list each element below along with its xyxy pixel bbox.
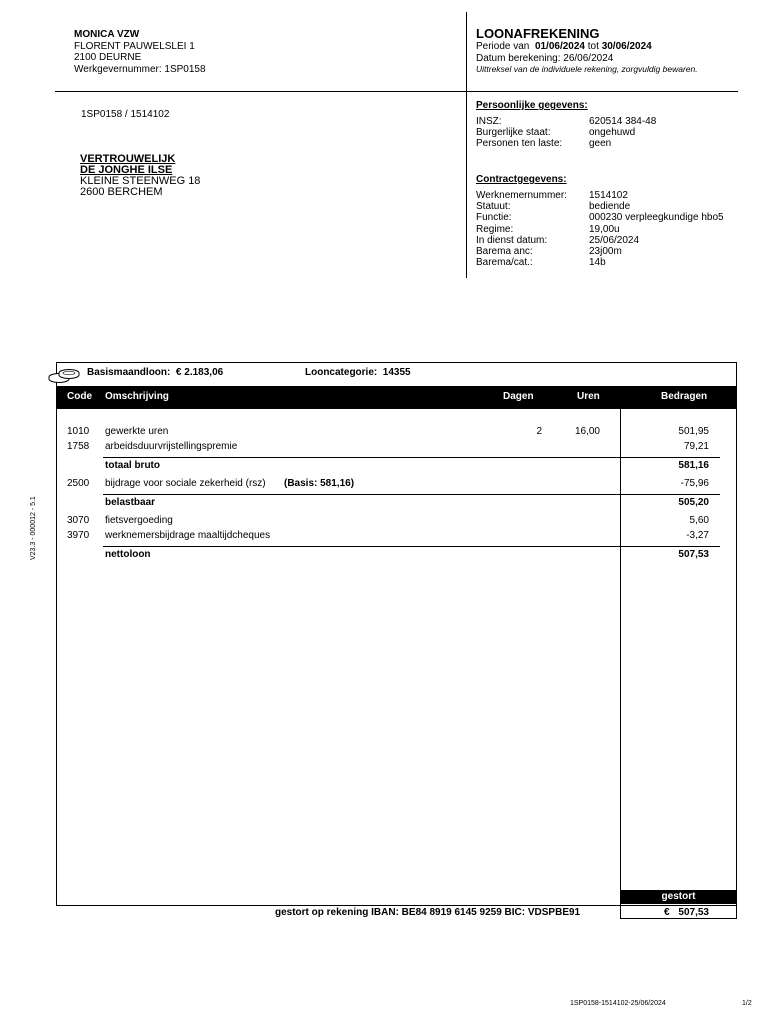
contract-row (476, 224, 746, 235)
table-row (57, 478, 737, 490)
personal-label: INSZ: (476, 116, 502, 127)
contract-value: 14b (589, 257, 606, 269)
employer-city: 2100 DEURNE (74, 52, 142, 63)
contract-data-title: Contractgegevens: (476, 174, 567, 185)
employer-name: MONICA VZW (74, 29, 140, 40)
contract-row (476, 212, 746, 223)
row-description: gewerkte uren (105, 426, 169, 437)
header-description: Omschrijving (105, 391, 169, 402)
wage-category-label: Looncategorie: (305, 367, 378, 378)
personal-data-title: Persoonlijke gegevens: (476, 100, 588, 111)
payslip-title: LOONAFREKENING (476, 26, 600, 41)
wage-category (305, 367, 411, 379)
employer-block (74, 29, 206, 75)
contract-data-list (476, 190, 746, 268)
contract-value: 23j00m (589, 245, 622, 257)
addressee-block (80, 154, 200, 198)
personal-value: 620514 384-48 (589, 116, 657, 127)
row-description: arbeidsduurvrijstellingspremie (105, 441, 238, 452)
row-amount: -75,96 (680, 478, 709, 489)
contract-row (476, 235, 746, 246)
addressee-name: DE JONGHE ILSE (80, 164, 173, 176)
subtotal-rule (103, 494, 720, 495)
personal-row (476, 127, 746, 138)
personal-row (476, 138, 746, 149)
row-days: 2 (536, 426, 542, 437)
contract-label: Regime: (476, 223, 514, 235)
row-code: 1010 (67, 426, 90, 437)
row-amount: -3,27 (686, 530, 709, 541)
row-hours: 16,00 (574, 426, 600, 437)
row-description: werknemersbijdrage maaltijdcheques (105, 530, 271, 541)
row-description: belastbaar (105, 497, 156, 508)
table-row (57, 530, 737, 542)
base-salary (87, 367, 223, 379)
contract-label: Functie: (476, 212, 512, 224)
iban-line: gestort op rekening IBAN: BE84 8919 6145 9259 BIC: VDSPBE91 (275, 907, 581, 918)
row-code: 2500 (67, 478, 90, 489)
row-description: totaal bruto (105, 460, 160, 471)
header-horizontal-divider (55, 91, 738, 92)
addressee-street: KLEINE STEENWEG 18 (80, 175, 201, 187)
contract-label: Werknemernummer: (476, 190, 567, 201)
subtotal-row (57, 497, 737, 509)
calculation-date: Datum berekening: 26/06/2024 (476, 53, 614, 64)
base-salary-value: € 2.183,06 (175, 367, 224, 378)
row-amount: 507,53 (678, 549, 709, 560)
personal-label: Burgerlijke staat: (476, 127, 551, 139)
row-amount: 581,16 (678, 460, 709, 471)
period-from: 01/06/2024 (534, 41, 585, 52)
contract-row (476, 246, 746, 257)
row-description: fietsvergoeding (105, 515, 173, 526)
period-line (476, 41, 652, 53)
confidential-label: VERTROUWELIJK (80, 153, 176, 165)
personal-value: geen (589, 138, 612, 150)
document-reference: 1SP0158 / 1514102 (81, 109, 170, 120)
contract-value: bediende (589, 201, 631, 213)
contract-label: Barema/cat.: (476, 257, 533, 269)
employer-number: Werkgevernummer: 1SP0158 (74, 63, 206, 75)
table-row (57, 441, 737, 453)
addressee-city: 2600 BERCHEM (80, 186, 163, 198)
paid-amount: 507,53 (678, 907, 709, 918)
contract-row (476, 190, 746, 201)
employer-street: FLORENT PAUWELSLEI 1 (74, 40, 195, 52)
row-code: 3970 (67, 530, 90, 541)
contract-label: Barema anc: (476, 245, 533, 257)
personal-row (476, 116, 746, 127)
row-code: 3070 (67, 515, 90, 526)
row-amount: 79,21 (683, 441, 709, 452)
period-label: Periode van (476, 41, 530, 52)
net-rule (103, 546, 720, 547)
personal-label: Personen ten laste: (476, 138, 563, 150)
subtotal-row (57, 460, 737, 472)
personal-value: ongehuwd (589, 127, 636, 139)
contract-label: Statuut: (476, 201, 511, 213)
page-number: 1/2 (742, 1000, 752, 1007)
row-amount: 5,60 (689, 515, 709, 526)
coins-icon (47, 365, 81, 383)
row-amount: 505,20 (678, 497, 709, 508)
header-hours: Uren (577, 391, 600, 402)
contract-value: 25/06/2024 (589, 234, 640, 246)
period-to-label: tot (587, 41, 599, 52)
subtotal-rule (103, 457, 720, 458)
paid-currency: € (664, 907, 670, 918)
footer-reference: 1SP0158-1514102-25/06/2024 (570, 1000, 666, 1007)
contract-value: 1514102 (589, 190, 628, 201)
contract-label: In dienst datum: (476, 234, 548, 246)
version-code: V23.3 - 000012 - 5.1 (30, 496, 37, 560)
net-pay-row (57, 549, 737, 561)
header-code: Code (67, 391, 92, 402)
header-days: Dagen (503, 391, 534, 402)
personal-data-list (476, 116, 746, 150)
header-amounts: Bedragen (661, 391, 708, 402)
keep-safe-note: Uittreksel van de individuele rekening, zorgvuldig bewaren. (476, 64, 698, 74)
row-description: nettoloon (105, 549, 151, 560)
table-row (57, 426, 737, 438)
row-code: 1758 (67, 441, 90, 452)
base-salary-label: Basismaandloon: (87, 367, 171, 378)
period-to: 30/06/2024 (601, 41, 652, 52)
row-basis: (Basis: 581,16) (284, 478, 355, 489)
wage-category-value: 14355 (382, 367, 411, 378)
table-row (57, 515, 737, 527)
contract-value: 19,00u (589, 223, 620, 235)
contract-row (476, 257, 746, 268)
contract-row (476, 201, 746, 212)
row-amount: 501,95 (678, 426, 709, 437)
header-vertical-divider (466, 12, 467, 278)
paid-label: gestort (620, 890, 737, 904)
table-header (57, 386, 737, 409)
contract-value: 000230 verpleegkundige hbo5 (589, 212, 724, 224)
row-description: bijdrage voor sociale zekerheid (rsz) (105, 478, 266, 489)
